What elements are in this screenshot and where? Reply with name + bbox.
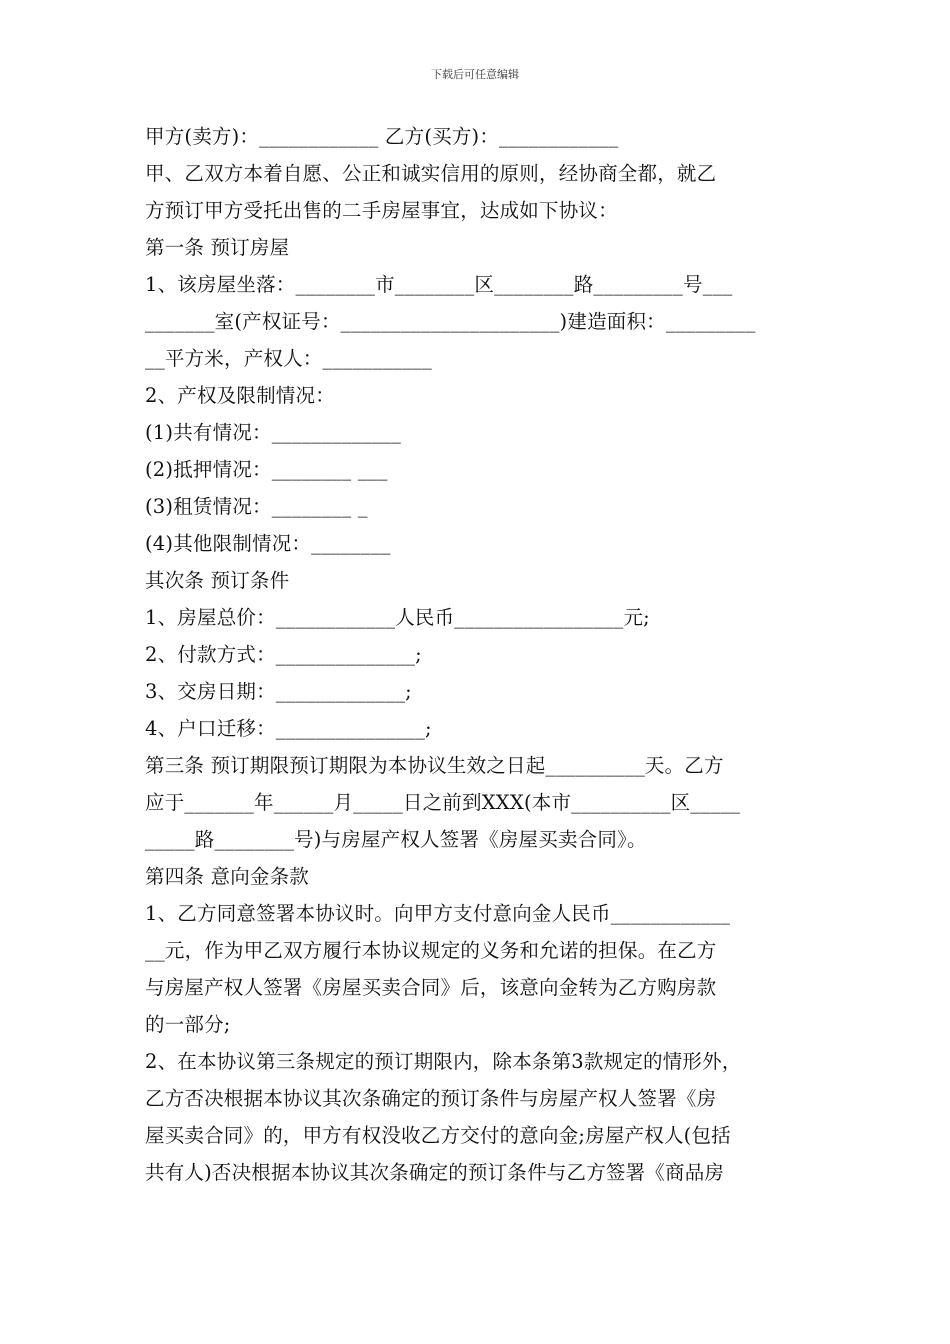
header-note: 下载后可任意编辑: [431, 68, 519, 81]
deposit-clause-line-2: __元，作为甲乙双方履行本协议规定的义务和允诺的担保。在乙方: [145, 939, 717, 962]
payment-method-line: 2、付款方式：______________;: [145, 643, 422, 666]
parties-line: 甲方(卖方)：____________ 乙方(买方)：____________: [145, 125, 619, 148]
article-3-line-1: 第三条 预订期限预订期限为本协议生效之日起__________天。乙方: [145, 754, 724, 777]
article-1-heading: 第一条 预订房屋: [145, 236, 290, 259]
lease-line: (3)租赁情况：________ _: [145, 495, 368, 518]
property-location-line-3: __平方米，产权人：___________: [145, 347, 432, 370]
article-4-heading: 第四条 意向金条款: [145, 865, 309, 888]
total-price-line: 1、房屋总价：____________人民币_________________元;: [145, 606, 650, 629]
article-3-line-3: _____路________号)与房屋产权人签署《房屋买卖合同》。: [145, 828, 647, 851]
forfeit-clause-line-2: 乙方否决根据本协议其次条确定的预订条件与房屋产权人签署《房: [145, 1087, 717, 1110]
preamble-line-2: 方预订甲方受托出售的二手房屋事宜，达成如下协议：: [145, 199, 618, 222]
deposit-clause-line-4: 的一部分;: [145, 1013, 231, 1036]
article-2-heading: 其次条 预订条件: [145, 569, 290, 592]
delivery-date-line: 3、交房日期：_____________;: [145, 680, 412, 703]
forfeit-clause-line-4: 共有人)否决根据本协议其次条确定的预订条件与乙方签署《商品房: [145, 1161, 725, 1184]
restrictions-heading: 2、产权及限制情况：: [145, 384, 335, 407]
forfeit-clause-line-1: 2、在本协议第三条规定的预订期限内，除本条第3款规定的情形外，: [145, 1050, 742, 1073]
article-3-line-2: 应于_______年______月_____日之前到XXX(本市__________区_____: [145, 791, 741, 814]
preamble-line-1: 甲、乙双方本着自愿、公正和诚实信用的原则，经协商全都，就乙: [145, 162, 717, 185]
deposit-clause-line-1: 1、乙方同意签署本协议时。向甲方支付意向金人民币____________: [145, 902, 731, 925]
deposit-clause-line-3: 与房屋产权人签署《房屋买卖合同》后，该意向金转为乙方购房款: [145, 976, 717, 999]
mortgage-line: (2)抵押情况：________ ___: [145, 458, 388, 481]
household-transfer-line: 4、户口迁移：_______________;: [145, 717, 432, 740]
document-body: [145, 118, 813, 1191]
co-ownership-line: (1)共有情况：_____________: [145, 421, 402, 444]
property-location-line-2: _______室(产权证号：______________________)建造面积：_________: [145, 310, 756, 333]
property-location-line-1: 1、该房屋坐落：________市________区________路_________号___: [145, 273, 733, 296]
forfeit-clause-line-3: 屋买卖合同》的，甲方有权没收乙方交付的意向金;房屋产权人(包括: [145, 1124, 731, 1147]
other-restrictions-line: (4)其他限制情况：________: [145, 532, 391, 555]
